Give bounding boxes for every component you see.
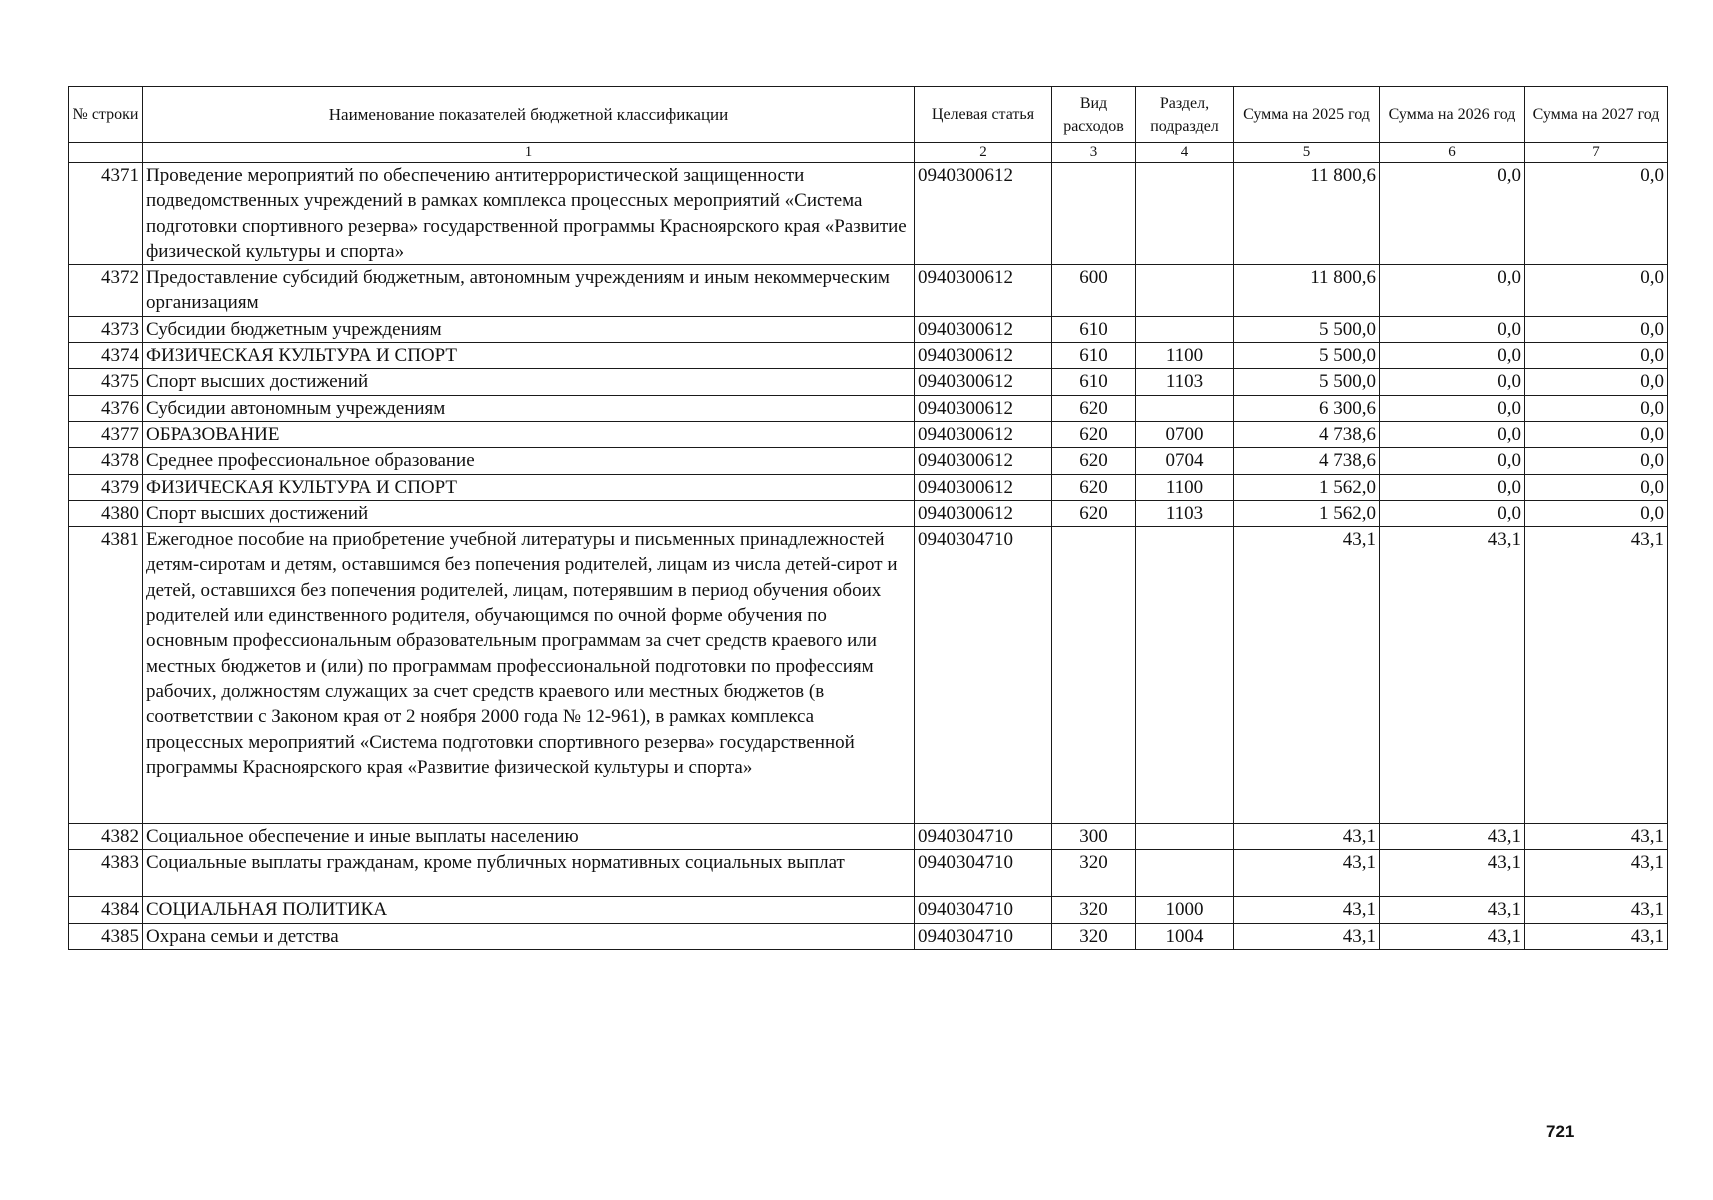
row-number: 4371 bbox=[69, 163, 143, 265]
row-sum-2027: 43,1 bbox=[1525, 923, 1668, 949]
row-sum-2027: 0,0 bbox=[1525, 343, 1668, 369]
table-row bbox=[69, 316, 1668, 342]
row-sum-2025: 43,1 bbox=[1234, 824, 1380, 850]
header-sum-2025: Сумма на 2025 год bbox=[1234, 87, 1380, 143]
row-sum-2026: 43,1 bbox=[1380, 923, 1525, 949]
row-sum-2025: 6 300,6 bbox=[1234, 395, 1380, 421]
page-number: 721 bbox=[1546, 1122, 1575, 1141]
row-section: 1000 bbox=[1136, 897, 1234, 923]
row-sum-2026: 0,0 bbox=[1380, 163, 1525, 265]
row-sum-2026: 0,0 bbox=[1380, 448, 1525, 474]
row-number: 4382 bbox=[69, 824, 143, 850]
row-type: 620 bbox=[1052, 500, 1136, 526]
row-sum-2026: 0,0 bbox=[1380, 369, 1525, 395]
row-name: ФИЗИЧЕСКАЯ КУЛЬТУРА И СПОРТ bbox=[143, 474, 915, 500]
row-type: 320 bbox=[1052, 923, 1136, 949]
row-sum-2027: 0,0 bbox=[1525, 265, 1668, 317]
header-name: Наименование показателей бюджетной классификации bbox=[143, 87, 915, 143]
header-row bbox=[69, 87, 1668, 143]
row-section bbox=[1136, 163, 1234, 265]
row-name: Социальное обеспечение и иные выплаты населению bbox=[143, 824, 915, 850]
row-sum-2026: 0,0 bbox=[1380, 421, 1525, 447]
row-section: 0704 bbox=[1136, 448, 1234, 474]
row-number: 4381 bbox=[69, 527, 143, 824]
table-row bbox=[69, 369, 1668, 395]
column-number: 3 bbox=[1052, 143, 1136, 163]
table-row bbox=[69, 527, 1668, 824]
table-row bbox=[69, 421, 1668, 447]
row-target: 0940304710 bbox=[915, 527, 1052, 824]
row-target: 0940304710 bbox=[915, 897, 1052, 923]
row-name: ФИЗИЧЕСКАЯ КУЛЬТУРА И СПОРТ bbox=[143, 343, 915, 369]
row-number: 4377 bbox=[69, 421, 143, 447]
row-sum-2026: 43,1 bbox=[1380, 897, 1525, 923]
row-section: 1100 bbox=[1136, 474, 1234, 500]
row-sum-2027: 0,0 bbox=[1525, 421, 1668, 447]
column-number-row bbox=[69, 143, 1668, 163]
column-number: 4 bbox=[1136, 143, 1234, 163]
row-sum-2027: 0,0 bbox=[1525, 316, 1668, 342]
row-sum-2025: 43,1 bbox=[1234, 923, 1380, 949]
header-sum-2026: Сумма на 2026 год bbox=[1380, 87, 1525, 143]
row-name: Спорт высших достижений bbox=[143, 369, 915, 395]
row-target: 0940300612 bbox=[915, 474, 1052, 500]
row-type: 610 bbox=[1052, 343, 1136, 369]
row-sum-2025: 1 562,0 bbox=[1234, 474, 1380, 500]
row-type: 600 bbox=[1052, 265, 1136, 317]
column-number: 6 bbox=[1380, 143, 1525, 163]
row-type: 320 bbox=[1052, 850, 1136, 897]
row-sum-2027: 43,1 bbox=[1525, 897, 1668, 923]
header-target: Целевая статья bbox=[915, 87, 1052, 143]
table-row bbox=[69, 897, 1668, 923]
row-name: Проведение мероприятий по обеспечению антитеррористической защищенности подведомственных учреждений в рамках комплекса процессных мероприятий «Система подготовки спортивного резерва» государственной программы Красноярского края «Развитие физической культуры и спорта» bbox=[143, 163, 915, 265]
table-row bbox=[69, 824, 1668, 850]
row-type: 620 bbox=[1052, 421, 1136, 447]
row-name: Субсидии автономным учреждениям bbox=[143, 395, 915, 421]
row-number: 4383 bbox=[69, 850, 143, 897]
table-row bbox=[69, 395, 1668, 421]
row-sum-2025: 11 800,6 bbox=[1234, 163, 1380, 265]
row-type: 610 bbox=[1052, 316, 1136, 342]
row-sum-2027: 43,1 bbox=[1525, 527, 1668, 824]
row-sum-2027: 0,0 bbox=[1525, 448, 1668, 474]
row-sum-2026: 0,0 bbox=[1380, 395, 1525, 421]
row-target: 0940304710 bbox=[915, 850, 1052, 897]
row-section: 1103 bbox=[1136, 369, 1234, 395]
column-number: 1 bbox=[143, 143, 915, 163]
column-number-blank bbox=[69, 143, 143, 163]
row-sum-2025: 43,1 bbox=[1234, 897, 1380, 923]
row-name: Социальные выплаты гражданам, кроме публичных нормативных социальных выплат bbox=[143, 850, 915, 897]
row-section: 1103 bbox=[1136, 500, 1234, 526]
table-row bbox=[69, 265, 1668, 317]
row-number: 4374 bbox=[69, 343, 143, 369]
row-sum-2026: 0,0 bbox=[1380, 343, 1525, 369]
row-sum-2026: 0,0 bbox=[1380, 500, 1525, 526]
row-number: 4384 bbox=[69, 897, 143, 923]
row-sum-2025: 5 500,0 bbox=[1234, 369, 1380, 395]
row-sum-2025: 5 500,0 bbox=[1234, 316, 1380, 342]
row-type bbox=[1052, 527, 1136, 824]
row-sum-2027: 43,1 bbox=[1525, 824, 1668, 850]
row-sum-2026: 0,0 bbox=[1380, 474, 1525, 500]
table-row bbox=[69, 474, 1668, 500]
row-sum-2027: 0,0 bbox=[1525, 369, 1668, 395]
row-section bbox=[1136, 316, 1234, 342]
row-number: 4375 bbox=[69, 369, 143, 395]
row-sum-2025: 43,1 bbox=[1234, 850, 1380, 897]
row-name: Субсидии бюджетным учреждениям bbox=[143, 316, 915, 342]
row-target: 0940300612 bbox=[915, 421, 1052, 447]
row-sum-2025: 1 562,0 bbox=[1234, 500, 1380, 526]
row-sum-2027: 0,0 bbox=[1525, 474, 1668, 500]
row-name: Ежегодное пособие на приобретение учебной литературы и письменных принадлежностей детям-сиротам и детям, оставшимся без попечения родителей, лицам из числа детей-сирот и детей, оставшихся без попечения родителей, лицам, потерявшим в период обучения обоих родителей или единственного родителя, обучающимся по очной форме обучения по основным профессиональным образовательным программам за счет средств краевого или местных бюджетов и (или) по программам профессиональной подготовки по профессиям рабочих, должностям служащих за счет средств краевого или местных бюджетов (в соответствии с Законом края от 2 ноября 2000 года № 12-961), в рамках комплекса процессных мероприятий «Система подготовки спортивного резерва» государственной программы Красноярского края «Развитие физической культуры и спорта» bbox=[143, 527, 915, 824]
row-target: 0940300612 bbox=[915, 343, 1052, 369]
row-sum-2025: 4 738,6 bbox=[1234, 421, 1380, 447]
row-sum-2026: 43,1 bbox=[1380, 850, 1525, 897]
row-sum-2026: 43,1 bbox=[1380, 824, 1525, 850]
row-number: 4379 bbox=[69, 474, 143, 500]
row-target: 0940300612 bbox=[915, 163, 1052, 265]
row-sum-2025: 5 500,0 bbox=[1234, 343, 1380, 369]
row-name: СОЦИАЛЬНАЯ ПОЛИТИКА bbox=[143, 897, 915, 923]
header-type: Вид расходов bbox=[1052, 87, 1136, 143]
row-sum-2027: 43,1 bbox=[1525, 850, 1668, 897]
row-target: 0940304710 bbox=[915, 824, 1052, 850]
row-sum-2026: 0,0 bbox=[1380, 316, 1525, 342]
row-name: Среднее профессиональное образование bbox=[143, 448, 915, 474]
row-target: 0940300612 bbox=[915, 395, 1052, 421]
row-section bbox=[1136, 824, 1234, 850]
row-target: 0940300612 bbox=[915, 369, 1052, 395]
row-target: 0940300612 bbox=[915, 265, 1052, 317]
row-sum-2025: 43,1 bbox=[1234, 527, 1380, 824]
row-section: 1100 bbox=[1136, 343, 1234, 369]
row-number: 4378 bbox=[69, 448, 143, 474]
row-name: Предоставление субсидий бюджетным, автономным учреждениям и иным некоммерческим организациям bbox=[143, 265, 915, 317]
row-section bbox=[1136, 395, 1234, 421]
row-type: 620 bbox=[1052, 448, 1136, 474]
row-target: 0940300612 bbox=[915, 316, 1052, 342]
row-number: 4380 bbox=[69, 500, 143, 526]
column-number: 2 bbox=[915, 143, 1052, 163]
row-type: 320 bbox=[1052, 897, 1136, 923]
row-sum-2027: 0,0 bbox=[1525, 163, 1668, 265]
row-sum-2025: 11 800,6 bbox=[1234, 265, 1380, 317]
row-section: 0700 bbox=[1136, 421, 1234, 447]
column-number: 5 bbox=[1234, 143, 1380, 163]
row-section: 1004 bbox=[1136, 923, 1234, 949]
row-sum-2025: 4 738,6 bbox=[1234, 448, 1380, 474]
budget-table bbox=[68, 86, 1668, 950]
table-row bbox=[69, 923, 1668, 949]
table-row bbox=[69, 500, 1668, 526]
row-number: 4385 bbox=[69, 923, 143, 949]
row-name: Спорт высших достижений bbox=[143, 500, 915, 526]
row-sum-2027: 0,0 bbox=[1525, 395, 1668, 421]
row-number: 4372 bbox=[69, 265, 143, 317]
row-section bbox=[1136, 527, 1234, 824]
header-sum-2027: Сумма на 2027 год bbox=[1525, 87, 1668, 143]
row-type: 610 bbox=[1052, 369, 1136, 395]
column-number: 7 bbox=[1525, 143, 1668, 163]
table-row bbox=[69, 163, 1668, 265]
row-section bbox=[1136, 265, 1234, 317]
row-sum-2026: 43,1 bbox=[1380, 527, 1525, 824]
row-name: ОБРАЗОВАНИЕ bbox=[143, 421, 915, 447]
table-row bbox=[69, 850, 1668, 897]
row-section bbox=[1136, 850, 1234, 897]
row-type: 300 bbox=[1052, 824, 1136, 850]
row-name: Охрана семьи и детства bbox=[143, 923, 915, 949]
row-target: 0940304710 bbox=[915, 923, 1052, 949]
header-section: Раздел, подраздел bbox=[1136, 87, 1234, 143]
row-sum-2026: 0,0 bbox=[1380, 265, 1525, 317]
table-row bbox=[69, 343, 1668, 369]
row-target: 0940300612 bbox=[915, 500, 1052, 526]
table-row bbox=[69, 448, 1668, 474]
row-sum-2027: 0,0 bbox=[1525, 500, 1668, 526]
row-type bbox=[1052, 163, 1136, 265]
row-type: 620 bbox=[1052, 474, 1136, 500]
row-number: 4376 bbox=[69, 395, 143, 421]
row-number: 4373 bbox=[69, 316, 143, 342]
row-type: 620 bbox=[1052, 395, 1136, 421]
row-target: 0940300612 bbox=[915, 448, 1052, 474]
header-row-no: № строки bbox=[69, 87, 143, 143]
